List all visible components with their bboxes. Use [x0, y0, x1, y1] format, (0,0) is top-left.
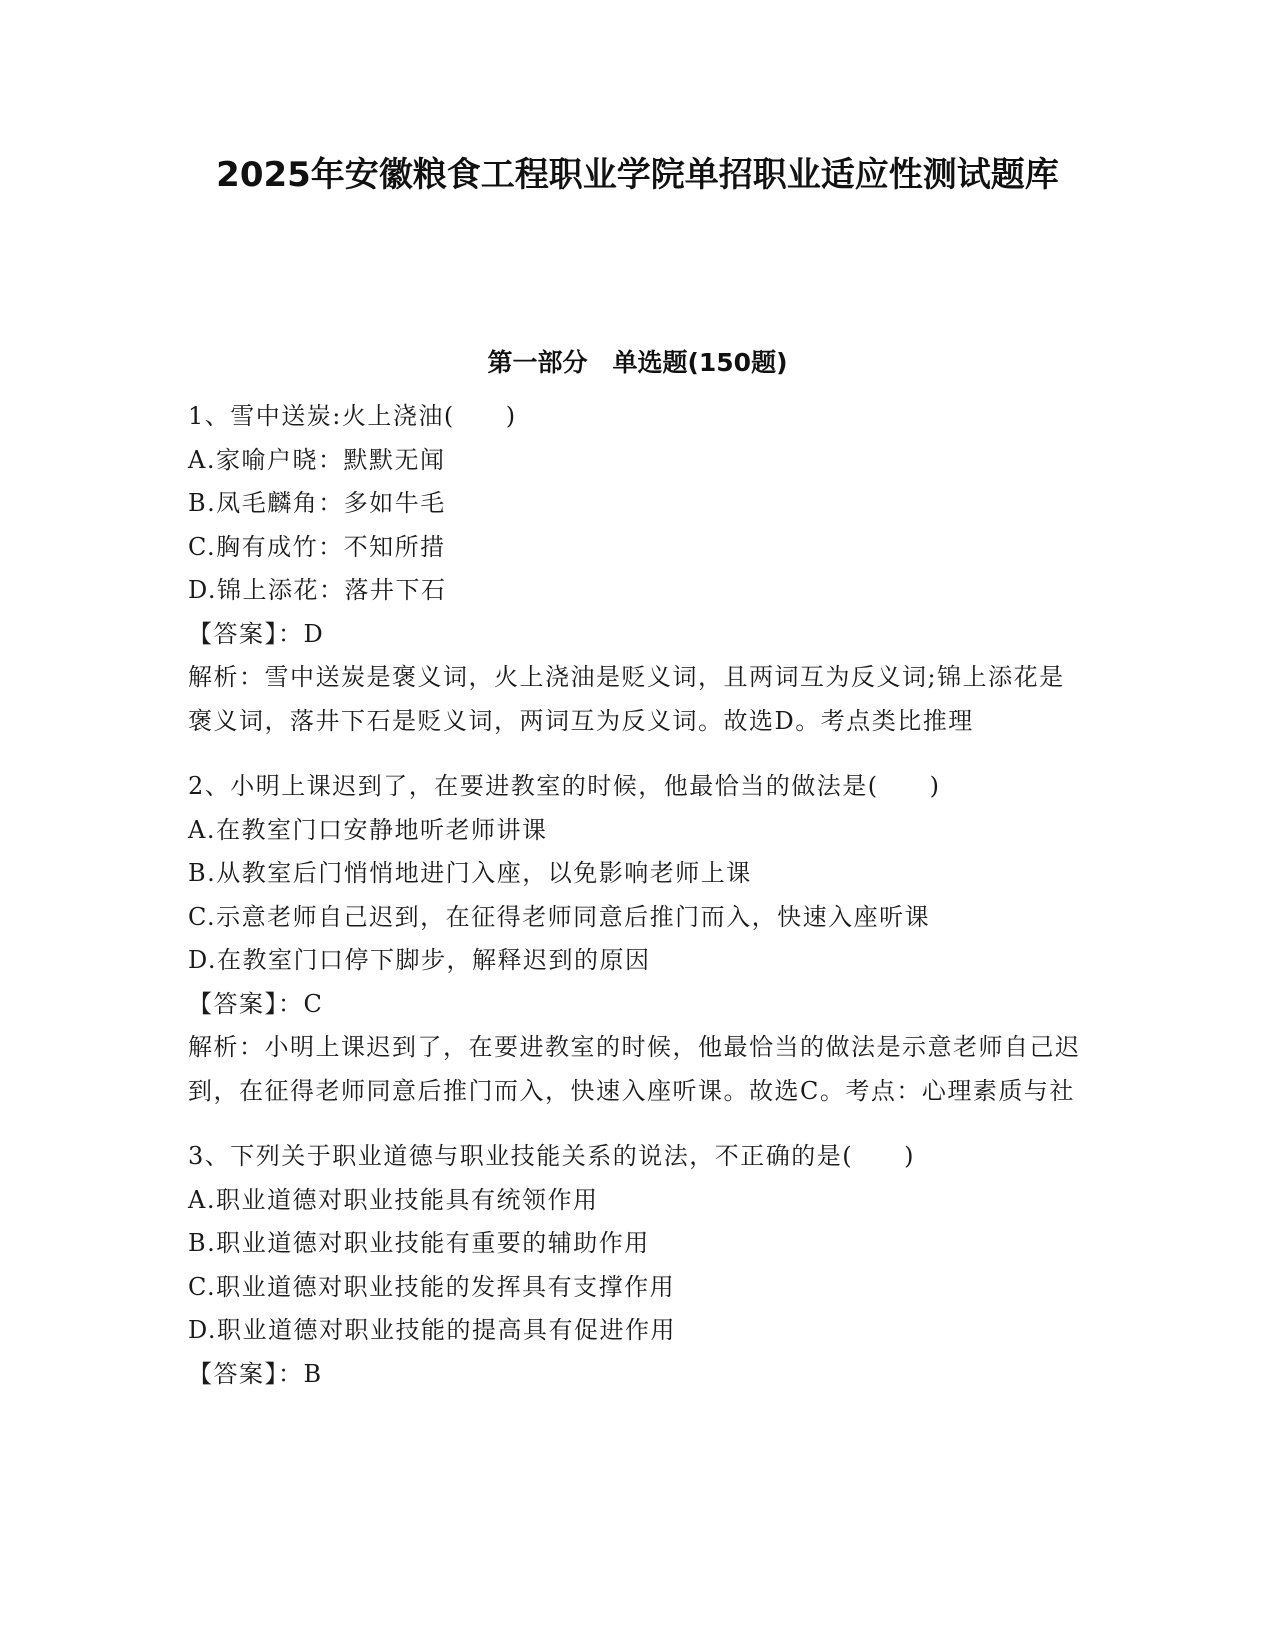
- answer-line: [188, 613, 1088, 657]
- option-a: A.职业道德对职业技能具有统领作用: [188, 1185, 599, 1214]
- answer-value: ：C: [278, 989, 324, 1018]
- question-stem: 3、下列关于职业道德与职业技能关系的说法，不正确的是( ): [188, 1142, 915, 1170]
- answer-line: [188, 983, 1088, 1027]
- question-stem: 1、雪中送炭:火上浇油( ): [188, 402, 517, 430]
- option-d: D.职业道德对职业技能的提高具有促进作用: [188, 1316, 677, 1344]
- option-d: D.锦上添花：落井下石: [188, 576, 447, 604]
- analysis-text: 解析：小明上课迟到了，在要进教室的时候，他最恰当的做法是示意老师自己迟到，在征得老师同意后推门而入，快速入座听课。故选C。考点：心理素质与社: [188, 1033, 1081, 1105]
- option-d: D.在教室门口停下脚步，解释迟到的原因: [188, 946, 651, 974]
- answer-value: ：D: [278, 619, 325, 648]
- option-c: C.胸有成竹：不知所措: [188, 532, 446, 561]
- question-1: [188, 395, 1088, 743]
- section-heading: 第一部分 单选题(150题): [487, 348, 788, 377]
- option-b: B.职业道德对职业技能有重要的辅助作用: [188, 1229, 650, 1257]
- answer-label: 【答案】: [188, 1359, 278, 1388]
- option-b: B.凤毛麟角：多如牛毛: [188, 489, 446, 517]
- answer-label: 【答案】: [188, 989, 278, 1018]
- analysis-text: 解析：雪中送炭是褒义词，火上浇油是贬义词，且两词互为反义词;锦上添花是褒义词，落井下石是贬义词，两词互为反义词。故选D。考点类比推理: [188, 663, 1065, 735]
- question-3: [188, 1135, 1088, 1396]
- question-stem: 2、小明上课迟到了，在要进教室的时候，他最恰当的做法是( ): [188, 772, 941, 800]
- answer-value: ：B: [278, 1359, 323, 1388]
- question-2: [188, 765, 1088, 1113]
- option-a: A.家喻户晓：默默无闻: [188, 445, 446, 474]
- answer-label: 【答案】: [188, 619, 278, 648]
- option-c: C.职业道德对职业技能的发挥具有支撑作用: [188, 1272, 676, 1301]
- question-list: [188, 395, 1088, 1418]
- option-c: C.示意老师自己迟到，在征得老师同意后推门而入，快速入座听课: [188, 902, 931, 931]
- answer-line: [188, 1353, 1088, 1397]
- option-b: B.从教室后门悄悄地进门入座，以免影响老师上课: [188, 859, 752, 887]
- document-title: 2025年安徽粮食工程职业学院单招职业适应性测试题库: [216, 155, 1059, 195]
- option-a: A.在教室门口安静地听老师讲课: [188, 815, 548, 844]
